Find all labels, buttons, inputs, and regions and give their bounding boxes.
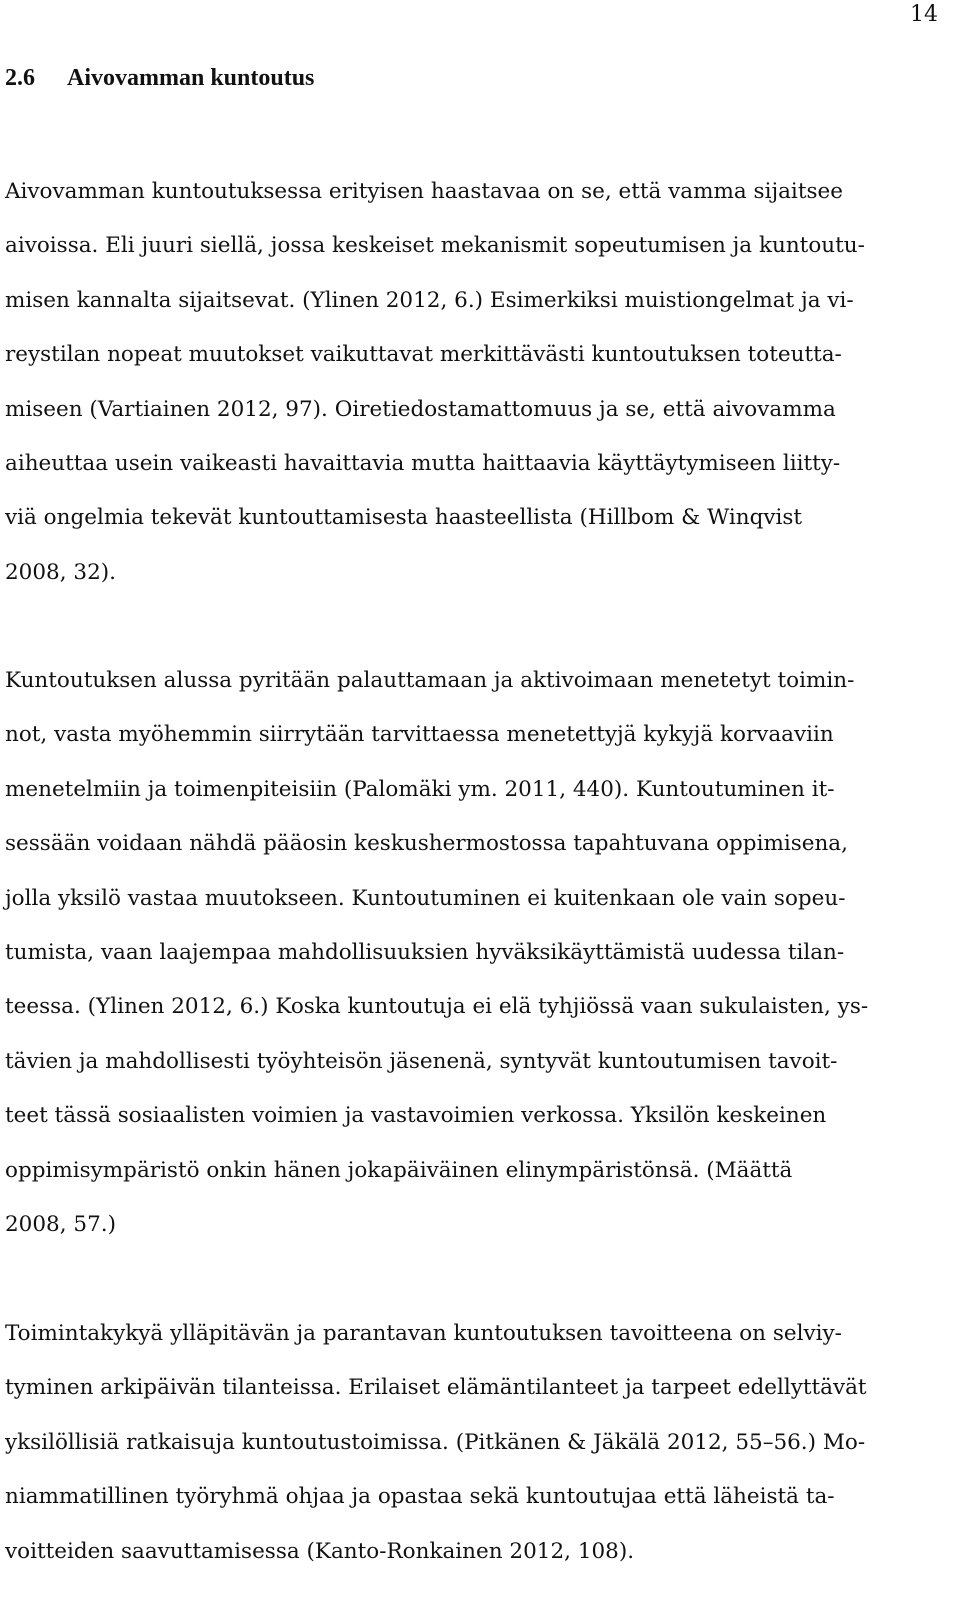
- text-line: 2008, 57.): [5, 1211, 116, 1237]
- text-line: Toimintakykyä ylläpitävän ja parantavan kuntoutuksen tavoitteena on selviy-: [5, 1321, 842, 1346]
- text-line: tävien ja mahdollisesti työyhteisön jäsenenä, syntyvät kuntoutumisen tavoit-: [5, 1048, 838, 1074]
- text-line: aiheuttaa usein vaikeasti havaittavia mutta haittaavia käyttäytymiseen liitty-: [5, 450, 841, 476]
- text-line: Kuntoutuksen alussa pyritään palauttamaan ja aktivoimaan menetetyt toimin-: [5, 668, 855, 693]
- text-line: viä ongelmia tekevät kuntouttamisesta haasteellista (Hillbom & Winqvist: [5, 505, 803, 531]
- text-line: Aivovamman kuntoutuksessa erityisen haastavaa on se, että vamma sijaitsee: [5, 179, 843, 204]
- text-line: teet tässä sosiaalisten voimien ja vastavoimien verkossa. Yksilön keskeinen: [5, 1103, 827, 1129]
- text-line: niammatillinen työryhmä ohjaa ja opastaa sekä kuntoutujaa että läheistä ta-: [5, 1484, 835, 1510]
- page-number: 14: [910, 2, 938, 27]
- text-line: jolla yksilö vastaa muutokseen. Kuntoutuminen ei kuitenkaan ole vain sopeu-: [5, 885, 846, 911]
- paragraph-1: [5, 165, 925, 600]
- paragraph-2: [5, 654, 925, 1252]
- text-line: misen kannalta sijaitsevat. (Ylinen 2012, 6.) Esimerkiksi muistiongelmat ja vi-: [5, 287, 854, 313]
- section-heading: [5, 60, 314, 96]
- text-line: oppimisympäristö onkin hänen jokapäiväinen elinympäristönsä. (Määttä: [5, 1157, 793, 1183]
- text-line: tyminen arkipäivän tilanteissa. Erilaiset elämäntilanteet ja tarpeet edellyttävät: [5, 1375, 867, 1401]
- text-line: menetelmiin ja toimenpiteisiin (Palomäki ym. 2011, 440). Kuntoutuminen it-: [5, 776, 835, 802]
- text-line: reystilan nopeat muutokset vaikuttavat merkittävästi kuntoutuksen toteutta-: [5, 342, 842, 368]
- text-line: aivoissa. Eli juuri siellä, jossa keskeiset mekanismit sopeutumisen ja kuntoutu-: [5, 233, 865, 259]
- section-number: 2.6: [5, 65, 35, 91]
- paragraph-3: [5, 1307, 925, 1579]
- text-line: miseen (Vartiainen 2012, 97). Oiretiedostamattomuus ja se, että aivovamma: [5, 396, 836, 422]
- section-title: Aivovamman kuntoutus: [67, 65, 315, 91]
- text-line: teessa. (Ylinen 2012, 6.) Koska kuntoutuja ei elä tyhjiössä vaan sukulaisten, ys-: [5, 994, 869, 1020]
- text-line: 2008, 32).: [5, 559, 116, 585]
- text-line: not, vasta myöhemmin siirrytään tarvittaessa menetettyjä kykyjä korvaaviin: [5, 722, 834, 748]
- text-line: sessään voidaan nähdä pääosin keskushermostossa tapahtuvana oppimisena,: [5, 831, 848, 857]
- text-line: yksilöllisiä ratkaisuja kuntoutustoimissa. (Pitkänen & Jäkälä 2012, 55–56.) Mo-: [5, 1429, 866, 1455]
- text-line: voitteiden saavuttamisessa (Kanto-Ronkainen 2012, 108).: [5, 1538, 635, 1564]
- text-line: tumista, vaan laajempaa mahdollisuuksien hyväksikäyttämistä uudessa tilan-: [5, 939, 845, 965]
